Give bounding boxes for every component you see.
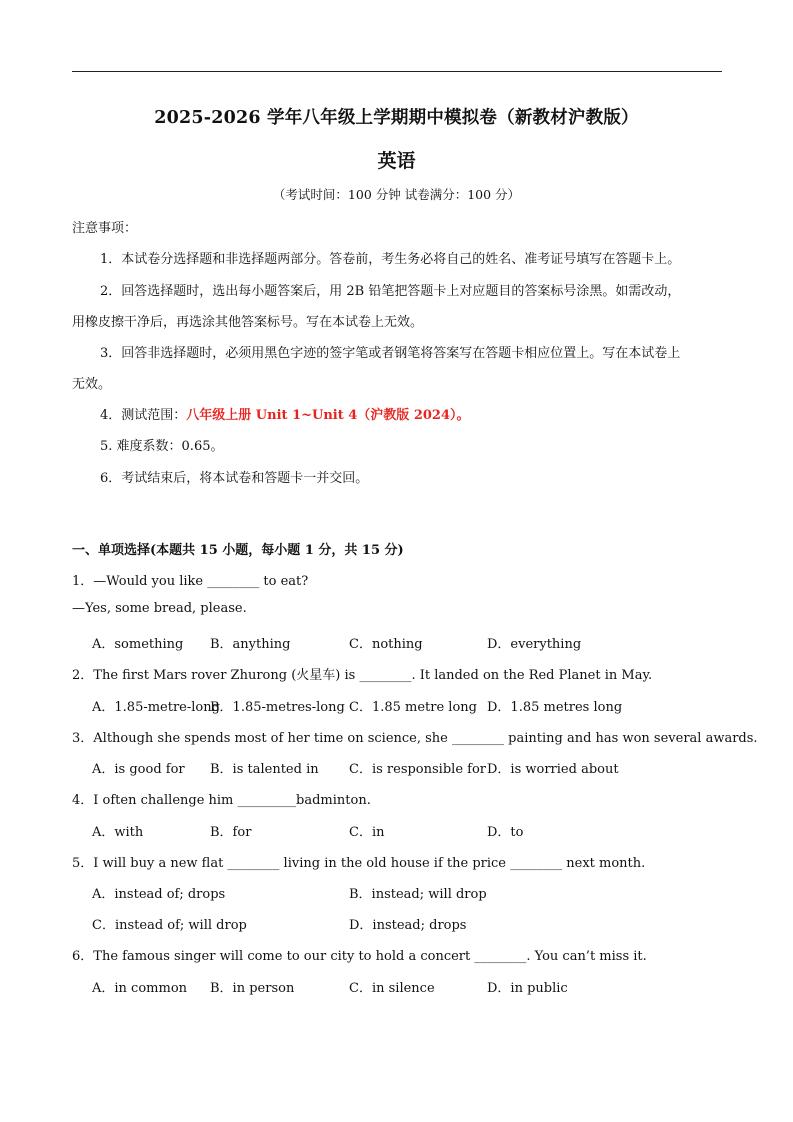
question-1-stem-2: —Yes, some bread, please.: [72, 601, 247, 616]
question-2-stem: 2．The first Mars rover Zhurong (火星车) is ________. It landed on the Red Planet in May.: [72, 668, 653, 683]
note-2-line-2: 用橡皮擦干净后，再选涂其他答案标号。写在本试卷上无效。: [72, 315, 424, 330]
q3-option-a: A．is good for: [92, 762, 185, 777]
q3-option-b: B．is talented in: [210, 762, 319, 777]
q3-option-d: D．is worried about: [487, 762, 619, 777]
q4-option-a: A．with: [92, 825, 144, 840]
question-5-stem: 5．I will buy a new flat ________ living in the old house if the price ________ next month.: [72, 856, 646, 871]
note-2-line-1: 2．回答选择题时，选出每小题答案后，用 2B 铅笔把答题卡上对应题目的答案标号涂黑。如需改动，: [100, 284, 681, 299]
subject-title: 英语: [377, 150, 416, 172]
notes-heading: 注意事项：: [72, 221, 138, 236]
q2-option-b: B．1.85-metres-long: [210, 700, 345, 715]
q6-option-c: C．in silence: [349, 981, 435, 996]
q5-option-a: A．instead of; drops: [92, 887, 226, 902]
q2-option-d: D．1.85 metres long: [487, 700, 623, 715]
note-5: 5. 难度系数：0.65。: [100, 439, 224, 454]
q5-option-b: B．instead; will drop: [349, 887, 487, 902]
q3-option-c: C．is responsible for: [349, 762, 486, 777]
note-6: 6．考试结束后，将本试卷和答题卡一并交回。: [100, 471, 369, 486]
q1-option-d: D．everything: [487, 637, 582, 652]
q5-option-c: C．instead of; will drop: [92, 918, 247, 933]
question-3-stem: 3．Although she spends most of her time on science, she ________ painting and has won several awards.: [72, 731, 758, 746]
question-6-stem: 6．The famous singer will come to our city to hold a concert ________. You can’t miss it.: [72, 949, 647, 964]
q6-option-a: A．in common: [92, 981, 188, 996]
q4-option-c: C．in: [349, 825, 385, 840]
note-3-line-1: 3．回答非选择题时，必须用黑色字迹的签字笔或者钢笔将答案写在答题卡相应位置上。写在本试卷上: [100, 346, 681, 361]
note-4: [100, 404, 470, 423]
q6-option-b: B．in person: [210, 981, 295, 996]
q1-option-c: C．nothing: [349, 637, 423, 652]
q1-option-b: B．anything: [210, 637, 291, 652]
header-rule: [72, 71, 722, 72]
note-3-line-2: 无效。: [72, 377, 112, 392]
question-4-stem: 4．I often challenge him _________badminton.: [72, 793, 371, 808]
note-1: 1．本试卷分选择题和非选择题两部分。答卷前，考生务必将自己的姓名、准考证号填写在答题卡上。: [100, 252, 681, 267]
q2-option-c: C．1.85 metre long: [349, 700, 477, 715]
test-scope: 八年级上册 Unit 1~Unit 4（沪教版 2024）: [186, 408, 457, 423]
q4-option-d: D．to: [487, 825, 524, 840]
q5-option-d: D．instead; drops: [349, 918, 467, 933]
note-4-prefix: 4．测试范围：: [100, 408, 187, 423]
question-1-stem: 1．—Would you like ________ to eat?: [72, 574, 309, 589]
q4-option-b: B．for: [210, 825, 252, 840]
q2-option-a: A．1.85-metre-long: [92, 700, 220, 715]
page-title: 2025-2026 学年八年级上学期期中模拟卷（新教材沪教版）: [154, 108, 639, 128]
q6-option-d: D．in public: [487, 981, 568, 996]
exam-info: （考试时间：100 分钟 试卷满分：100 分）: [272, 187, 521, 202]
note-4-suffix: 。: [456, 408, 470, 423]
section-heading: 一、单项选择(本题共 15 小题，每小题 1 分，共 15 分): [72, 543, 404, 558]
q1-option-a: A．something: [92, 637, 184, 652]
